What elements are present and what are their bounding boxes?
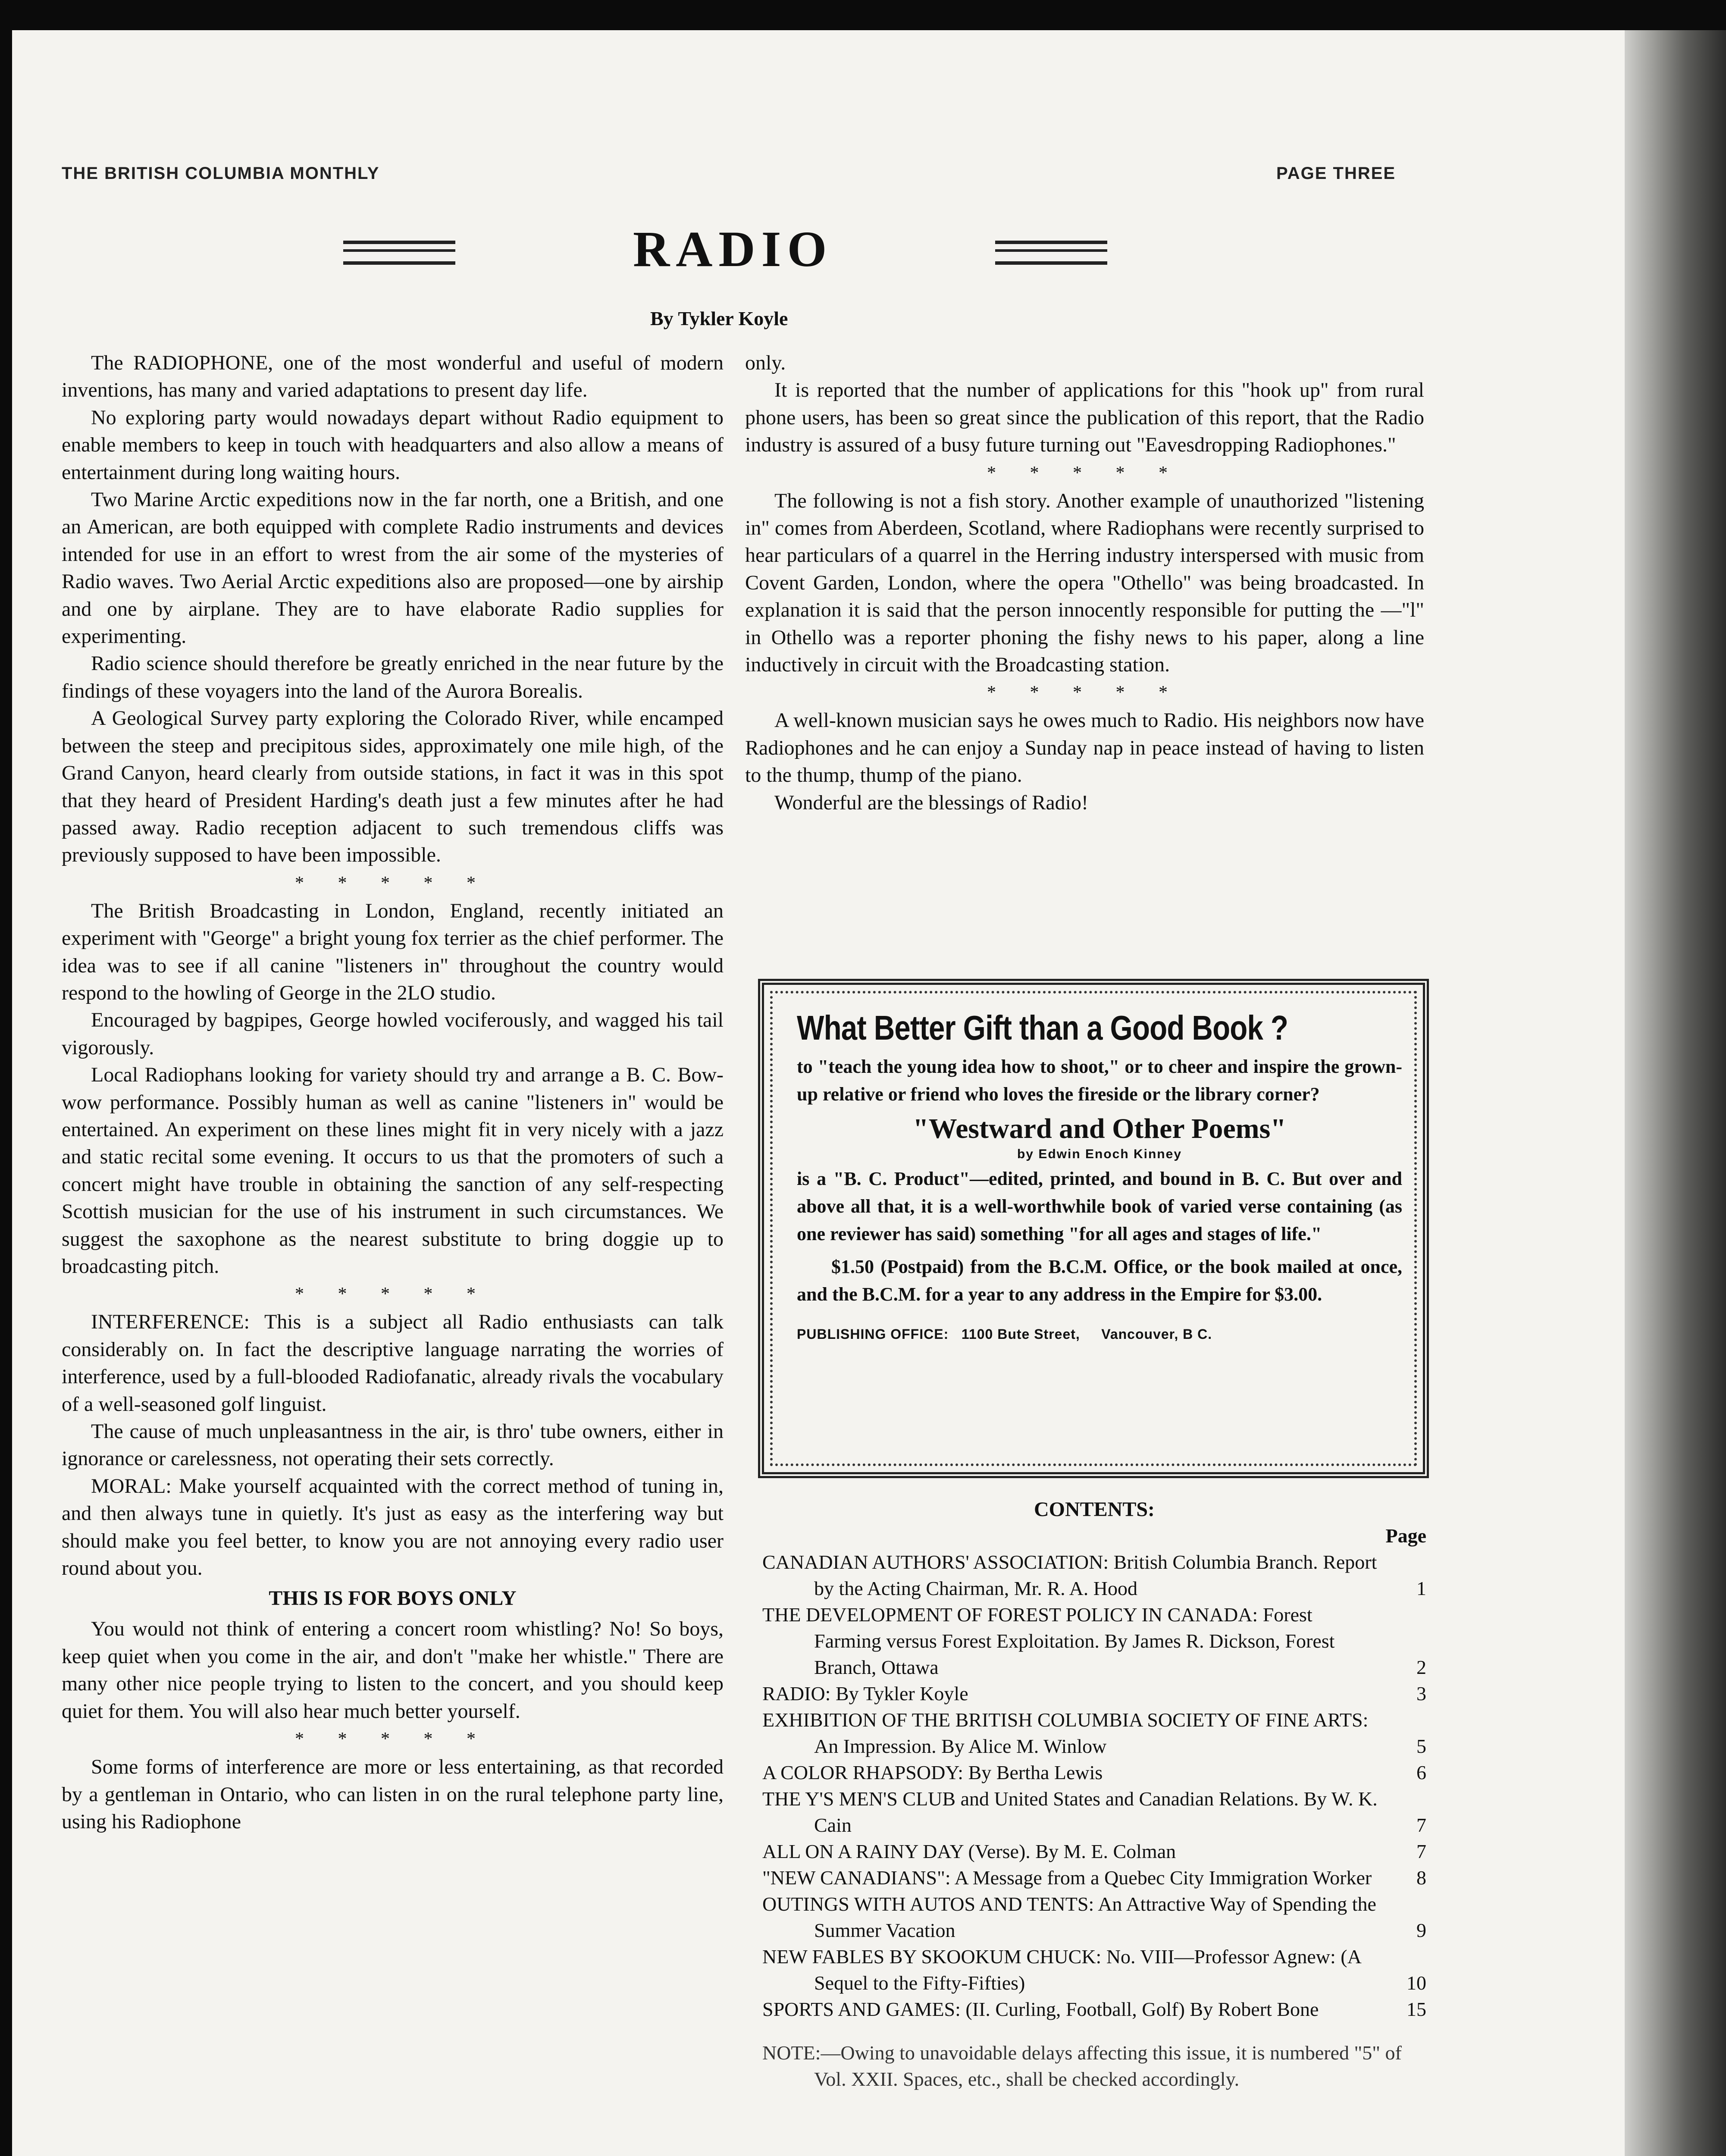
table-of-contents xyxy=(762,1496,1426,2092)
contents-page-column-label: Page xyxy=(1385,1525,1426,1547)
ad-headline: What Better Gift than a Good Book ? xyxy=(797,1009,1288,1047)
contents-entry-page: 7 xyxy=(1416,1840,1426,1862)
contents-entry-page: 8 xyxy=(1416,1867,1426,1889)
contents-entry-title: "NEW CANADIANS": A Message from a Quebec City Immigration Worker xyxy=(762,1867,1372,1889)
contents-entry-page: 1 xyxy=(1416,1577,1426,1599)
paragraph: Two Marine Arctic expeditions now in the far north, one a British, and one an American, are both equipped with complete Radio instruments and devices intended for use in an effort to wrest from the air some of the mysteries of Radio waves. Two Aerial Arctic expeditions also are proposed—one by airship and one by airplane. They are to have elaborate Radio supplies for experimenting. xyxy=(62,488,724,648)
section-divider-stars: * * * * * xyxy=(987,463,1182,483)
contents-entry-title: OUTINGS WITH AUTOS AND TENTS: An Attractive Way of Spending the Summer Vacation xyxy=(762,1893,1376,1941)
ad-office-address: 1100 Bute Street, xyxy=(961,1326,1080,1342)
ad-office-label: PUBLISHING OFFICE: xyxy=(797,1326,949,1342)
contents-entry xyxy=(762,1549,1426,1601)
contents-entry xyxy=(762,1943,1426,1996)
title-rule-left xyxy=(343,241,455,265)
paragraph: The British Broadcasting in London, England, recently initiated an experiment with "George" a bright young fox terrier as the chief performer. The idea was to see if all canine "listeners in" throughout the country would respond to the howling of George in the 2LO studio. xyxy=(62,899,724,1004)
ad-publishing-office xyxy=(797,1326,1402,1342)
paragraph: The following is not a fish story. Another example of unauthorized "listening in" comes from Aberdeen, Scotland, where Radiophans were recently surprised to hear particulars of a quarrel in the Herring industry interspersed with music from Covent Garden, London, where the opera "Othello" was being broadcasted. In explanation it is said that the person innocently responsible for putting the —"l" in Othello was a reporter phoning the fishy news to his paper, along a line inductively in circuit with the Broadcasting station. xyxy=(745,489,1424,677)
contents-entry-title: NEW FABLES BY SKOOKUM CHUCK: No. VIII—Professor Agnew: (A Sequel to the Fifty-Fifties) xyxy=(762,1946,1361,1994)
contents-entry-page: 7 xyxy=(1416,1814,1426,1836)
paragraph: Wonderful are the blessings of Radio! xyxy=(774,791,1088,814)
running-header-journal: THE BRITISH COLUMBIA MONTHLY xyxy=(62,164,380,183)
paragraph: A Geological Survey party exploring the Colorado River, while encamped between the steep and precipitous sides, approximately one mile high, of the Grand Canyon, heard clearly from outside stations, in fact it was in this spot that they heard of President Harding's death just a few minutes after he had passed away. Radio reception adjacent to such tremendous cliffs was previously supposed to have been impossible. xyxy=(62,707,724,867)
paragraph: The RADIOPHONE, one of the most wonderful and useful of modern inventions, has many and varied adaptations to present day life. xyxy=(62,351,724,402)
ad-office-city: Vancouver, B C. xyxy=(1101,1326,1212,1342)
contents-entry xyxy=(762,1707,1426,1759)
ad-book-title: "Westward and Other Poems" xyxy=(913,1113,1286,1144)
contents-entry xyxy=(762,1838,1426,1865)
contents-entry xyxy=(762,1865,1426,1891)
paragraph: Local Radiophans looking for variety should try and arrange a B. C. Bow-wow performance. Possibly human as well as canine "listeners in" would be entertained. An experiment on these lines might fit in very nicely with a jazz and static recital some evening. It occurs to us that the promoters of such a concert might have trouble in obtaining the sanction of any self-respecting Scottish musician for the use of his instrument in such circumstances. We suggest the saxophone as the nearest substitute to bring doggie up to broadcasting pitch. xyxy=(62,1063,724,1278)
paragraph: It is reported that the number of applications for this "hook up" from rural phone users, has been so great since the publication of this report, that the Radio industry is assured of a busy future turning out "Eavesdropping Radiophones." xyxy=(745,379,1424,457)
contents-entry-page: 3 xyxy=(1416,1683,1426,1705)
paragraph: A well-known musician says he owes much to Radio. His neighbors now have Radiophones and he can enjoy a Sunday nap in peace instead of having to listen to the thump, thump of the piano. xyxy=(745,709,1424,787)
running-header-page: PAGE THREE xyxy=(1276,164,1396,183)
contents-entry-page: 9 xyxy=(1416,1919,1426,1941)
paragraph: Radio science should therefore be greatly enriched in the near future by the findings of these voyagers into the land of the Aurora Borealis. xyxy=(62,652,724,702)
contents-entry-title: A COLOR RHAPSODY: By Bertha Lewis xyxy=(762,1761,1103,1783)
paragraph: INTERFERENCE: This is a subject all Radio enthusiasts can talk considerably on. In fact the descriptive language narrating the worries of interference, used by a full-blooded Radiofanatic, already rivals the vocabulary of a well-seasoned golf linguist. xyxy=(62,1310,724,1416)
contents-entry xyxy=(762,1786,1426,1838)
paragraph: MORAL: Make yourself acquainted with the correct method of tuning in, and then always tune in quietly. It's just as easy as the interfering way but should make you feel better, to know you are not annoying every radio user round about you. xyxy=(62,1474,724,1580)
contents-entry xyxy=(762,1601,1426,1680)
contents-entry-page: 10 xyxy=(1406,1972,1426,1994)
contents-list xyxy=(762,1549,1426,2022)
article-byline: By Tykler Koyle xyxy=(650,307,788,329)
paragraph: only. xyxy=(745,351,786,374)
ad-description: is a "B. C. Product"—edited, printed, and bound in B. C. But over and above all that, it is a well-worthwhile book of varied verse containing (as one reviewer has said) something "for all ages and stages of life." xyxy=(797,1168,1402,1244)
contents-entry-title: RADIO: By Tykler Koyle xyxy=(762,1683,968,1705)
ad-intro: to "teach the young idea how to shoot," or to cheer and inspire the grown-up relative or friend who loves the fireside or the library corner? xyxy=(797,1056,1402,1105)
section-divider-stars: * * * * * xyxy=(295,1729,490,1749)
contents-entry-page: 6 xyxy=(1416,1761,1426,1783)
article-right-column xyxy=(745,349,1424,816)
contents-entry-title: THE DEVELOPMENT OF FOREST POLICY IN CANADA: Forest Farming versus Forest Exploitation. By James R. Dickson, Forest Branch, Ottawa xyxy=(762,1604,1335,1678)
contents-note: NOTE:—Owing to unavoidable delays affecting this issue, it is numbered "5" of Vol. XXII. Spaces, etc., shall be checked accordingly. xyxy=(762,2042,1402,2090)
section-divider-stars: * * * * * xyxy=(295,873,490,893)
article-title: RADIO xyxy=(633,221,833,277)
ad-book-author: by Edwin Enoch Kinney xyxy=(1017,1147,1182,1161)
contents-entry xyxy=(762,1891,1426,1943)
contents-entry xyxy=(762,1996,1426,2022)
page-binding-edge xyxy=(1625,30,1726,2156)
contents-entry-title: EXHIBITION OF THE BRITISH COLUMBIA SOCIETY OF FINE ARTS: An Impression. By Alice M. Winlow xyxy=(762,1709,1369,1757)
magazine-page xyxy=(12,30,1625,2156)
contents-entry-title: CANADIAN AUTHORS' ASSOCIATION: British Columbia Branch. Report by the Acting Chairman, Mr. R. A. Hood xyxy=(762,1551,1377,1599)
contents-entry-title: SPORTS AND GAMES: (II. Curling, Football, Golf) By Robert Bone xyxy=(762,1998,1319,2020)
section-divider-stars: * * * * * xyxy=(987,683,1182,703)
contents-entry xyxy=(762,1680,1426,1707)
article-left-column xyxy=(62,349,724,1835)
contents-entry xyxy=(762,1759,1426,1786)
contents-entry-page: 2 xyxy=(1416,1656,1426,1678)
title-rule-right xyxy=(995,241,1107,265)
section-subheading: THIS IS FOR BOYS ONLY xyxy=(269,1587,517,1610)
paragraph: The cause of much unpleasantness in the air, is thro' tube owners, either in ignorance or carelessness, not operating their sets correctly. xyxy=(62,1420,724,1470)
contents-entry-title: THE Y'S MEN'S CLUB and United States and Canadian Relations. By W. K. Cain xyxy=(762,1788,1378,1836)
paragraph: Encouraged by bagpipes, George howled vociferously, and wagged his tail vigorously. xyxy=(62,1009,724,1059)
paragraph: No exploring party would nowadays depart without Radio equipment to enable members to keep in touch with headquarters and also allow a means of entertainment during long waiting hours. xyxy=(62,406,724,484)
ad-price: $1.50 (Postpaid) from the B.C.M. Office, or the book mailed at once, and the B.C.M. for a year to any address in the Empire for $3.00. xyxy=(797,1256,1402,1305)
contents-entry-page: 15 xyxy=(1406,1998,1426,2020)
contents-entry-title: ALL ON A RAINY DAY (Verse). By M. E. Colman xyxy=(762,1840,1176,1862)
paragraph: Some forms of interference are more or less entertaining, as that recorded by a gentleman in Ontario, who can listen in on the rural telephone party line, using his Radiophone xyxy=(62,1755,724,1833)
paragraph: You would not think of entering a concert room whistling? No! So boys, keep quiet when you come in the air, and don't "make her whistle." There are many other nice people trying to listen to the concert, and you should keep quiet for them. You will also hear much better yourself. xyxy=(62,1617,724,1723)
contents-heading: CONTENTS: xyxy=(1034,1498,1155,1521)
book-advertisement xyxy=(758,979,1429,1478)
section-divider-stars: * * * * * xyxy=(295,1284,490,1304)
contents-entry-page: 5 xyxy=(1416,1735,1426,1757)
